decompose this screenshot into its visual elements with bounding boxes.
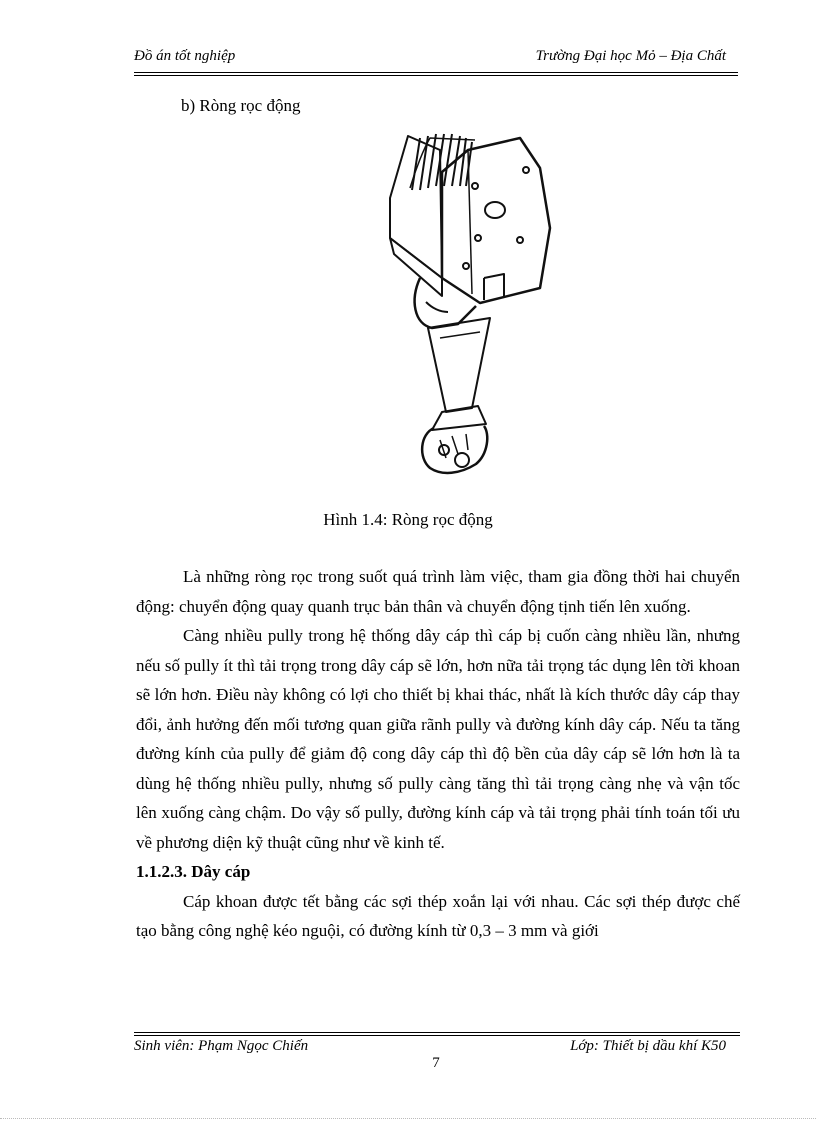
section-title: 1.1.2.3. Dây cáp — [136, 862, 251, 881]
page-bottom-dotted-line — [0, 1118, 816, 1119]
footer-class: Lớp: Thiết bị dầu khí K50 — [570, 1038, 726, 1054]
figure-caption: Hình 1.4: Ròng rọc động — [323, 510, 493, 529]
figure-travelling-block — [380, 128, 570, 488]
travelling-block-illustration-icon — [380, 128, 570, 488]
paragraph: Là những ròng rọc trong suốt quá trình làm việc, tham gia đồng thời hai chuyển động: chuyển động quay quanh trục bản thân và chuyển động tịnh tiến lên xuống. — [136, 567, 740, 616]
header-university: Trường Đại học Mỏ – Địa Chất — [535, 48, 726, 64]
paragraph: Cáp khoan được tết bằng các sợi thép xoắn lại với nhau. Các sợi thép được chế tạo bằng công nghệ kéo nguội, có đường kính từ 0,3 – 3 mm và giới — [136, 891, 740, 940]
footer-student: Sinh viên: Phạm Ngọc Chiến — [134, 1038, 309, 1054]
footer-rule — [134, 1032, 740, 1036]
header-document-title: Đồ án tốt nghiệp — [134, 48, 236, 64]
paragraph: Càng nhiều pully trong hệ thống dây cáp thì cáp bị cuốn càng nhiều lần, nhưng nếu số pully ít thì tải trọng trong dây cáp sẽ lớn, hơn nữa tải trọng tác dụng lên tời khoan sẽ lớn hơn. Điều này không có lợi cho thiết bị khai thác, nhất là kích thước dây cáp thay đổi, ảnh hưởng đến mối tương quan giữa rãnh pully và đường kính dây cáp. Nếu ta tăng đường kính của pully để giảm độ cong dây cáp thì độ bền của dây cáp sẽ lớn hơn là ta dùng hệ thống nhiều pully, nhưng số pully càng tăng thì tải trọng càng nhẹ và vận tốc lên xuống càng chậm. Do vậy số pully, đường kính cáp và tải trọng phải tính toán tối ưu về phương diện kỹ thuật cũng như về kinh tế. — [136, 626, 740, 852]
page-header — [134, 48, 726, 70]
page-number: 7 — [432, 1055, 440, 1071]
header-rule — [134, 72, 738, 76]
subheading: b) Ròng rọc động — [181, 96, 301, 115]
body-text — [136, 562, 740, 946]
